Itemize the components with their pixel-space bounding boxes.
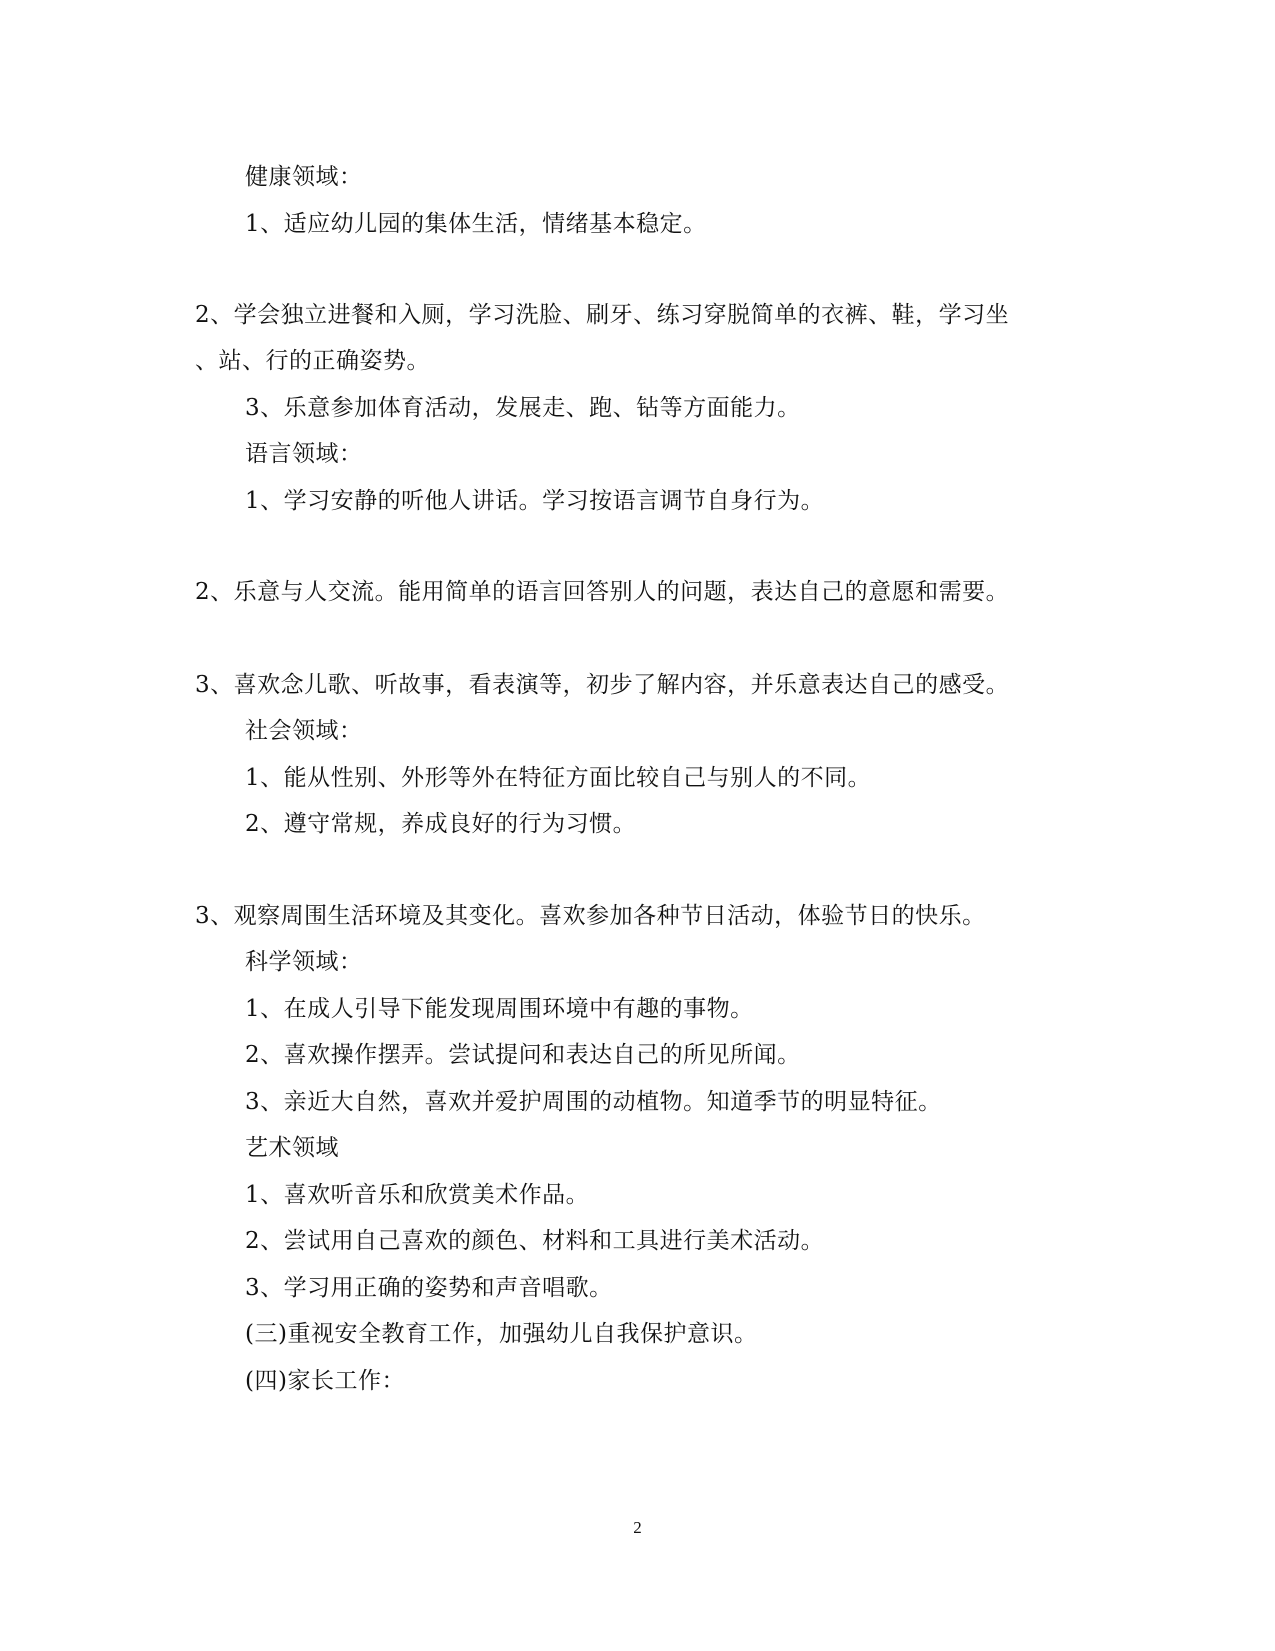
paragraph: 2、遵守常规，养成良好的行为习惯。 bbox=[245, 811, 637, 837]
paragraph: 1、适应幼儿园的集体生活，情绪基本稳定。 bbox=[245, 211, 707, 237]
paragraph: 、站、行的正确姿势。 bbox=[195, 348, 430, 374]
paragraph: 1、学习安静的听他人讲话。学习按语言调节自身行为。 bbox=[245, 488, 825, 514]
paragraph: 2、学会独立进餐和入厕，学习洗脸、刷牙、练习穿脱简单的衣裤、鞋，学习坐 bbox=[195, 302, 1010, 328]
paragraph: 2、喜欢操作摆弄。尝试提问和表达自己的所见所闻。 bbox=[245, 1042, 801, 1068]
heading-social: 社会领域： bbox=[245, 718, 363, 744]
paragraph: 2、尝试用自己喜欢的颜色、材料和工具进行美术活动。 bbox=[245, 1228, 825, 1254]
paragraph: 3、学习用正确的姿势和声音唱歌。 bbox=[245, 1275, 613, 1301]
heading-health: 健康领域： bbox=[245, 164, 363, 190]
paragraph: 3、亲近大自然，喜欢并爱护周围的动植物。知道季节的明显特征。 bbox=[245, 1089, 942, 1115]
heading-science: 科学领域： bbox=[245, 949, 363, 975]
paragraph: 1、喜欢听音乐和欣赏美术作品。 bbox=[245, 1182, 590, 1208]
paragraph: 1、能从性别、外形等外在特征方面比较自己与别人的不同。 bbox=[245, 765, 872, 791]
section-heading: (四)家长工作： bbox=[245, 1368, 405, 1394]
paragraph: 3、喜欢念儿歌、听故事，看表演等，初步了解内容，并乐意表达自己的感受。 bbox=[195, 672, 1010, 698]
heading-language: 语言领域： bbox=[245, 441, 363, 467]
paragraph: 3、乐意参加体育活动，发展走、跑、钻等方面能力。 bbox=[245, 395, 801, 421]
heading-art: 艺术领域 bbox=[245, 1135, 339, 1161]
paragraph: 1、在成人引导下能发现周围环境中有趣的事物。 bbox=[245, 996, 754, 1022]
paragraph: 3、观察周围生活环境及其变化。喜欢参加各种节日活动，体验节日的快乐。 bbox=[195, 903, 986, 929]
page-number: 2 bbox=[633, 1518, 642, 1537]
paragraph: 2、乐意与人交流。能用简单的语言回答别人的问题，表达自己的意愿和需要。 bbox=[195, 579, 1010, 605]
section-heading: (三)重视安全教育工作，加强幼儿自我保护意识。 bbox=[245, 1321, 758, 1347]
